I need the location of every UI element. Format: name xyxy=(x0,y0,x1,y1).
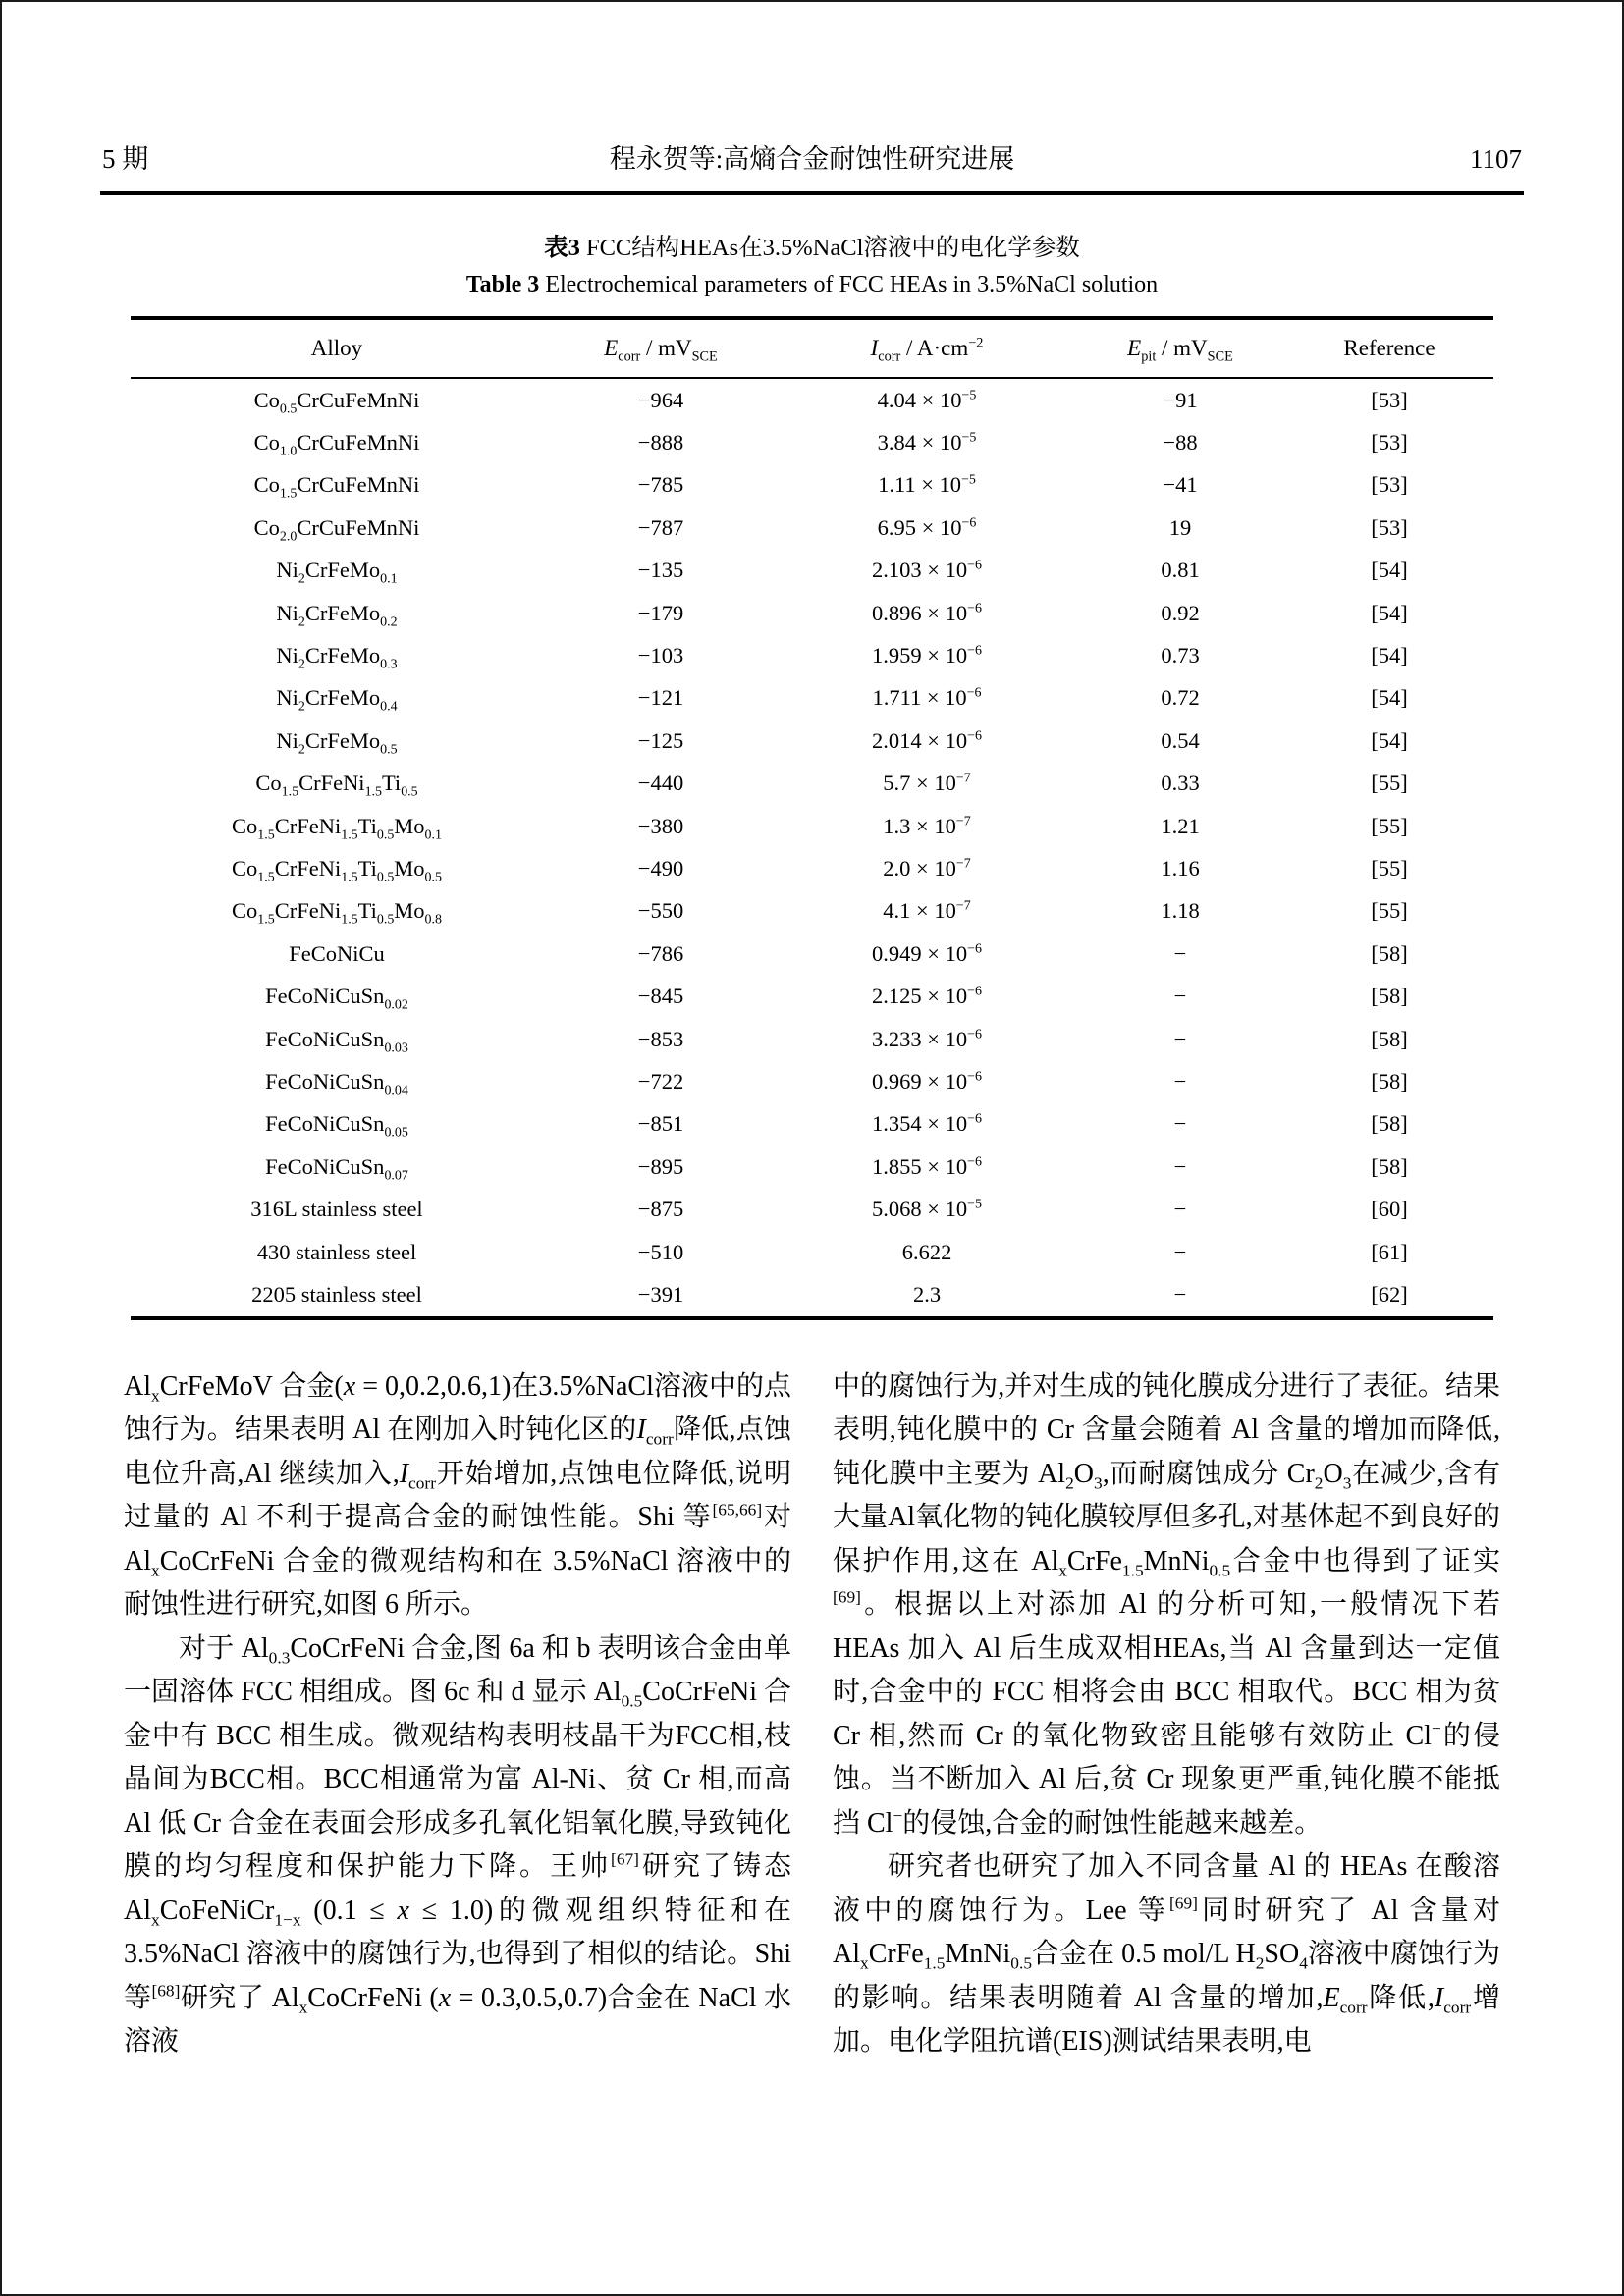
cell-reference: [55] xyxy=(1371,771,1408,796)
cell-reference: [58] xyxy=(1371,984,1408,1009)
table-caption-zh-text: FCC结构HEAs在3.5%NaCl溶液中的电化学参数 xyxy=(579,235,1080,261)
cell-ecorr: −787 xyxy=(637,514,684,540)
cell-epit: − xyxy=(1173,1197,1187,1222)
cell-icorr: $1.855 \times 10^{-6}$ xyxy=(872,1153,982,1179)
cell-ecorr: −845 xyxy=(637,984,684,1009)
cell-icorr: $2.0 \times 10^{-7}$ xyxy=(883,855,971,881)
table-row xyxy=(131,720,1493,762)
journal-issue: 5 期 xyxy=(102,144,149,174)
cell-alloy: FeCoNiCu xyxy=(289,940,385,966)
cell-icorr: $2.125 \times 10^{-6}$ xyxy=(872,984,982,1009)
cell-alloy: $Ni_2CrFeMo_{0.3}$ xyxy=(276,643,398,672)
cell-alloy: $Ni_2CrFeMo_{0.2}$ xyxy=(276,600,398,630)
cell-epit: 0.73 xyxy=(1161,643,1200,668)
cell-reference: [53] xyxy=(1371,514,1408,540)
body-text xyxy=(2,1320,1622,2064)
table-header-row xyxy=(131,318,1493,378)
cell-alloy: $Co_{1.5}CrFeNi_{1.5}Ti_{0.5}Mo_{0.8}$ xyxy=(232,898,442,928)
body-column-left xyxy=(124,1365,791,2064)
cell-alloy: $Co_{2.0}CrCuFeMnNi$ xyxy=(253,514,420,545)
cell-alloy: FeCoNiCuSn$_{0.04}$ xyxy=(265,1068,408,1098)
table-row xyxy=(131,677,1493,720)
table-caption-en-text: Electrochemical parameters of FCC HEAs in 3.5%NaCl solution xyxy=(539,272,1159,297)
cell-alloy: $Ni_2CrFeMo_{0.1}$ xyxy=(276,558,398,587)
cell-icorr: $0.896 \times 10^{-6}$ xyxy=(872,600,982,625)
column-header-reference: Reference xyxy=(1343,336,1435,360)
electrochemical-parameters-table xyxy=(131,316,1493,1320)
cell-epit: −88 xyxy=(1163,430,1198,455)
header-rule xyxy=(100,191,1524,195)
cell-reference: [54] xyxy=(1371,685,1408,711)
column-header-ecorr: $E_{corr} / mV_{SCE}$ xyxy=(604,336,718,365)
cell-ecorr: −851 xyxy=(637,1111,684,1137)
cell-ecorr: −722 xyxy=(637,1068,684,1094)
cell-alloy: $Co_{0.5}CrCuFeMnNi$ xyxy=(253,387,420,417)
cell-alloy: $Co_{1.0}CrCuFeMnNi$ xyxy=(253,430,420,459)
table-row xyxy=(131,1018,1493,1060)
column-header-epit: $E_{pit} / mV_{SCE}$ xyxy=(1127,336,1233,365)
cell-icorr: $4.1 \times 10^{-7}$ xyxy=(883,898,971,924)
cell-reference: [58] xyxy=(1371,1026,1408,1051)
cell-ecorr: −888 xyxy=(637,430,684,455)
cell-reference: [53] xyxy=(1371,387,1408,412)
table-caption-en-label: Table 3 xyxy=(465,272,540,297)
cell-icorr: 6.622 xyxy=(901,1239,952,1264)
cell-epit: 0.72 xyxy=(1161,685,1200,711)
column-header-icorr: $I_{corr} / A\cdot cm^{-2}$ xyxy=(870,335,984,365)
table-caption-zh-label: 表3 xyxy=(544,235,580,261)
cell-reference: [53] xyxy=(1371,472,1408,498)
cell-reference: [61] xyxy=(1371,1239,1408,1264)
cell-epit: 0.54 xyxy=(1161,727,1200,753)
cell-alloy: 430 stainless steel xyxy=(256,1239,417,1264)
table-row xyxy=(131,464,1493,507)
cell-icorr: $5.068 \times 10^{-5}$ xyxy=(872,1197,982,1222)
cell-epit: 0.81 xyxy=(1161,558,1200,583)
cell-alloy: 316L stainless steel xyxy=(250,1197,423,1222)
cell-icorr: $2.014 \times 10^{-6}$ xyxy=(872,727,982,753)
table-row xyxy=(131,1060,1493,1102)
paragraph: 中的腐蚀行为,并对生成的钝化膜成分进行了表征。结果表明,钝化膜中的 Cr 含量会随着 Al 含量的增加而降低,钝化膜中主要为 $Al_2O_3$,而耐腐蚀成分 $Cr_2O_3$在减少,含有大量Al氧化物的钝化膜较厚但多孔,对基体起不到良好的保护作用,这在 $Al_xCrFe_{1.5}MnNi_{0.5}$合金中也得到了证实[69]。根据以上对添加 Al 的分析可知,一般情况下若 HEAs 加入 Al 后生成双相HEAs,当 Al 含量到达一定值时,合金中的 FCC 相将会由 BCC 相取代。BCC 相为贫 Cr 相,然而 Cr 的氧化物致密且能够有效防止 Cl−的侵蚀。当不断加入 Al 后,贫 Cr 现象更严重,钝化膜不能抵挡 Cl−的侵蚀,合金的耐蚀性能越来越差。 xyxy=(833,1370,1500,1839)
table-row xyxy=(131,933,1493,975)
running-title: 程永贺等:高熵合金耐蚀性研究进展 xyxy=(609,144,1015,174)
cell-alloy: $Co_{1.5}CrFeNi_{1.5}Ti_{0.5}Mo_{0.5}$ xyxy=(232,855,442,885)
body-column-right xyxy=(833,1365,1500,2064)
table-row xyxy=(131,378,1493,421)
cell-alloy: $Ni_2CrFeMo_{0.5}$ xyxy=(276,727,398,758)
table-row xyxy=(131,1273,1493,1317)
table-row xyxy=(131,975,1493,1017)
cell-epit: 0.92 xyxy=(1161,600,1200,625)
cell-icorr: $2.103 \times 10^{-6}$ xyxy=(872,558,982,583)
cell-epit: − xyxy=(1173,1281,1187,1307)
page-number: 1107 xyxy=(1470,144,1522,174)
cell-reference: [55] xyxy=(1371,855,1408,881)
cell-reference: [54] xyxy=(1371,727,1408,753)
cell-ecorr: −135 xyxy=(637,558,684,583)
cell-icorr: $0.969 \times 10^{-6}$ xyxy=(872,1068,982,1094)
cell-epit: − xyxy=(1173,1068,1187,1094)
cell-reference: [54] xyxy=(1371,558,1408,583)
cell-reference: [55] xyxy=(1371,813,1408,838)
cell-reference: [58] xyxy=(1371,940,1408,966)
cell-ecorr: −179 xyxy=(637,600,684,625)
cell-reference: [58] xyxy=(1371,1111,1408,1137)
cell-epit: − xyxy=(1173,984,1187,1009)
cell-epit: 1.18 xyxy=(1161,898,1200,924)
cell-icorr: $1.11 \times 10^{-5}$ xyxy=(878,472,976,498)
cell-ecorr: −550 xyxy=(637,898,684,924)
table-row xyxy=(131,1103,1493,1146)
cell-icorr: $1.711 \times 10^{-6}$ xyxy=(872,685,982,711)
cell-reference: [62] xyxy=(1371,1281,1408,1307)
cell-reference: [54] xyxy=(1371,600,1408,625)
cell-icorr: $3.84 \times 10^{-5}$ xyxy=(877,430,977,455)
table-row xyxy=(131,763,1493,805)
cell-reference: [54] xyxy=(1371,643,1408,668)
cell-ecorr: −964 xyxy=(637,387,684,412)
cell-icorr: 2.3 xyxy=(912,1281,942,1307)
cell-reference: [58] xyxy=(1371,1153,1408,1179)
cell-epit: − xyxy=(1173,1111,1187,1137)
cell-alloy: $Ni_2CrFeMo_{0.4}$ xyxy=(276,685,398,715)
table-row xyxy=(131,1231,1493,1273)
cell-icorr: $1.3 \times 10^{-7}$ xyxy=(883,813,971,838)
cell-icorr: $6.95 \times 10^{-6}$ xyxy=(877,514,977,540)
cell-ecorr: −875 xyxy=(637,1197,684,1222)
cell-icorr: $0.949 \times 10^{-6}$ xyxy=(872,940,982,966)
cell-epit: − xyxy=(1173,1153,1187,1179)
cell-epit: 1.16 xyxy=(1161,855,1200,881)
cell-alloy: $Co_{1.5}CrFeNi_{1.5}Ti_{0.5}$ xyxy=(255,771,418,800)
cell-ecorr: −786 xyxy=(637,940,684,966)
cell-epit: −41 xyxy=(1163,472,1198,498)
cell-epit: − xyxy=(1173,1026,1187,1051)
paragraph: 研究者也研究了加入不同含量 Al 的 HEAs 在酸溶液中的腐蚀行为。Lee 等[69]同时研究了 Al 含量对 $Al_xCrFe_{1.5}MnNi_{0.5}$合金在 0.5 mol/L $H_2SO_4$溶液中腐蚀行为的影响。结果表明随着 Al 含量的增加$,E_{corr}$降低$,I_{corr}$增加。电化学阻抗谱(EIS)测试结果表明,电 xyxy=(833,1851,1500,2057)
cell-reference: [58] xyxy=(1371,1068,1408,1094)
table-row xyxy=(131,1188,1493,1230)
table-caption-zh xyxy=(2,229,1622,263)
table-row xyxy=(131,634,1493,676)
cell-epit: − xyxy=(1173,1239,1187,1264)
table-captions xyxy=(2,229,1622,298)
table-caption-en xyxy=(2,272,1622,298)
cell-epit: −91 xyxy=(1163,387,1198,412)
table-row xyxy=(131,592,1493,634)
column-header-alloy: Alloy xyxy=(310,336,363,360)
paragraph: 对于 $Al_{0.3}CoCrFeNi$ 合金,图 6a 和 b 表明该合金由单一固溶体 FCC 相组成。图 6c 和 d 显示 $Al_{0.5}CoCrFeNi$ 合金中有 BCC 相生成。微观结构表明枝晶干为FCC相,枝晶间为BCC相。BCC相通常为富 Al-Ni、贫 Cr 相,而高 Al 低 Cr 合金在表面会形成多孔氧化铝氧化膜,导致钝化膜的均匀程度和保护能力下降。王帅[67]研究了铸态 $Al_xCoFeNiCr_{1-x}$ (0.1 ≤ x ≤ 1.0)的微观组织特征和在 3.5%NaCl 溶液中的腐蚀行为,也得到了相似的结论。Shi 等[68]研究了 $Al_xCoCrFeNi$ (x = 0.3,0.5,0.7)合金在 NaCl 水溶液 xyxy=(124,1632,791,2057)
cell-ecorr: −490 xyxy=(637,855,684,881)
cell-reference: [60] xyxy=(1371,1197,1408,1222)
cell-reference: [53] xyxy=(1371,430,1408,455)
cell-epit: 1.21 xyxy=(1161,813,1200,838)
cell-alloy: 2205 stainless steel xyxy=(251,1281,422,1307)
cell-alloy: $Co_{1.5}CrFeNi_{1.5}Ti_{0.5}Mo_{0.1}$ xyxy=(232,813,442,843)
cell-ecorr: −440 xyxy=(637,771,684,796)
table-row xyxy=(131,890,1493,933)
cell-icorr: $3.233 \times 10^{-6}$ xyxy=(872,1026,982,1051)
cell-ecorr: −785 xyxy=(637,472,684,498)
table-row xyxy=(131,847,1493,889)
cell-ecorr: −380 xyxy=(637,813,684,838)
cell-ecorr: −391 xyxy=(637,1281,684,1307)
cell-alloy: FeCoNiCuSn$_{0.02}$ xyxy=(265,984,408,1013)
table-row xyxy=(131,550,1493,592)
table-row xyxy=(131,421,1493,463)
cell-icorr: $1.354 \times 10^{-6}$ xyxy=(872,1111,982,1137)
cell-ecorr: −853 xyxy=(637,1026,684,1051)
cell-ecorr: −510 xyxy=(637,1239,684,1264)
cell-epit: 0.33 xyxy=(1161,771,1200,796)
cell-ecorr: −103 xyxy=(637,643,684,668)
cell-alloy: FeCoNiCuSn$_{0.05}$ xyxy=(265,1111,408,1141)
cell-alloy: FeCoNiCuSn$_{0.03}$ xyxy=(265,1026,408,1056)
cell-ecorr: −125 xyxy=(637,727,684,753)
cell-ecorr: −895 xyxy=(637,1153,684,1179)
cell-alloy: FeCoNiCuSn$_{0.07}$ xyxy=(265,1153,408,1184)
table-row xyxy=(131,805,1493,847)
cell-icorr: $1.959 \times 10^{-6}$ xyxy=(872,643,982,668)
paragraph: $Al_xCrFeMoV$ 合金(x = 0,0.2,0.6,1)在3.5%NaCl溶液中的点蚀行为。结果表明 Al 在刚加入时钝化区的$I_{corr}$降低,点蚀电位升高,Al 继续加入$,I_{corr}$开始增加,点蚀电位降低,说明过量的 Al 不利于提高合金的耐蚀性能。Shi 等[65,66]对 $Al_xCoCrFeNi$ 合金的微观结构和在 3.5%NaCl 溶液中的耐蚀性进行研究,如图 6 所示。 xyxy=(124,1370,792,1621)
cell-epit: 19 xyxy=(1168,514,1192,540)
cell-ecorr: −121 xyxy=(637,685,684,711)
cell-icorr: $5.7 \times 10^{-7}$ xyxy=(883,771,971,796)
cell-reference: [55] xyxy=(1371,898,1408,924)
cell-alloy: $Co_{1.5}CrCuFeMnNi$ xyxy=(253,472,420,502)
running-head xyxy=(2,2,1622,176)
cell-icorr: $4.04 \times 10^{-5}$ xyxy=(877,387,977,412)
table-row xyxy=(131,1146,1493,1188)
table-row xyxy=(131,507,1493,549)
cell-epit: − xyxy=(1173,940,1187,966)
